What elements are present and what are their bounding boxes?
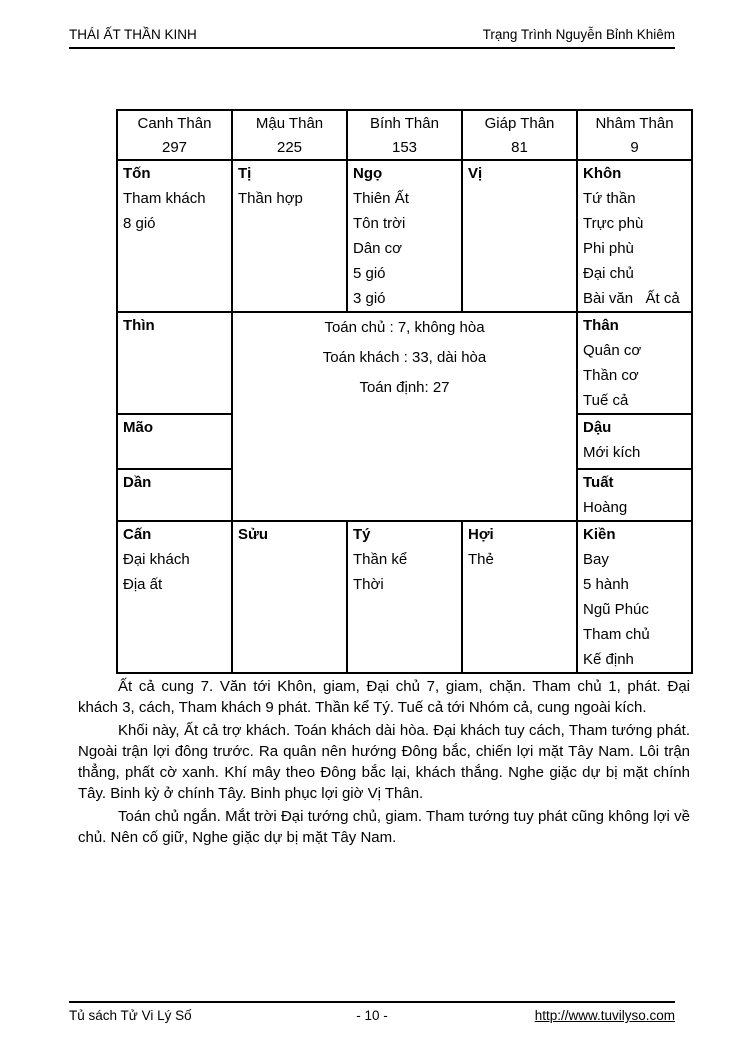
board-row-bottom xyxy=(117,521,692,673)
cell-ton-label: Tốn xyxy=(123,165,151,182)
cell-hoi-label: Hợi xyxy=(468,526,494,543)
page-footer xyxy=(69,1001,675,1024)
cell-line: Thần cơ xyxy=(583,367,639,384)
cell-line: Bay xyxy=(583,551,609,568)
cell-line: Quân cơ xyxy=(583,342,642,359)
cell-khon xyxy=(577,160,692,312)
cell-line: Ngũ Phúc xyxy=(583,601,649,618)
cell-line: Tham khách xyxy=(123,190,206,207)
footer-page-number: - 10 - xyxy=(356,1008,388,1023)
cell-ty xyxy=(347,521,462,673)
page-header xyxy=(69,27,675,49)
cell-ti-label: Tị xyxy=(238,165,252,182)
cell-dau xyxy=(577,414,692,469)
header-cell-binh-than xyxy=(347,110,462,160)
paragraph-3: Toán chủ ngắn. Mắt trời Đại tướng chủ, giam. Tham tướng tuy phát cũng không lợi về chủ. Nên cố giữ, Nghe giặc dự bị mặt Tây Nam. xyxy=(78,808,690,846)
cell-mao xyxy=(117,414,232,469)
cell-tuat-label: Tuất xyxy=(583,474,614,491)
cell-line: Thiên Ất xyxy=(353,190,409,207)
cell-line: Tôn trời xyxy=(353,215,406,232)
cell-ti xyxy=(232,160,347,312)
cell-line: Kế định xyxy=(583,651,634,668)
cell-dan xyxy=(117,469,232,521)
cell-line: Tứ thần xyxy=(583,190,636,207)
cell-line: 5 hành xyxy=(583,576,629,593)
cell-can xyxy=(117,521,232,673)
header-cell-nham-than xyxy=(577,110,692,160)
cell-line: Thần kể xyxy=(353,551,408,568)
cell-tuat xyxy=(577,469,692,521)
cell-dau-label: Dậu xyxy=(583,419,612,436)
footer-website-link[interactable]: http://www.tuvilyso.com xyxy=(534,1008,675,1023)
cell-hoi xyxy=(462,521,577,673)
header-cell-name: Canh Thân xyxy=(137,115,212,132)
board-row-thin xyxy=(117,312,692,414)
cell-than-label: Thân xyxy=(583,317,619,334)
cell-ty-label: Tý xyxy=(353,526,371,543)
cell-thin xyxy=(117,312,232,414)
cell-suu xyxy=(232,521,347,673)
cell-line: 8 gió xyxy=(123,215,156,232)
cell-line: Thời xyxy=(353,576,384,593)
cell-line: 3 gió xyxy=(353,290,386,307)
header-cell-value: 297 xyxy=(161,139,188,156)
cell-line: Đại chủ xyxy=(583,265,634,282)
cell-line: Đại khách xyxy=(123,551,190,568)
cell-kien xyxy=(577,521,692,673)
header-cell-giap-than xyxy=(462,110,577,160)
footer-series-title: Tủ sách Tử Vi Lý Số xyxy=(69,1008,192,1023)
cell-can-label: Cấn xyxy=(123,526,152,543)
header-cell-name: Nhâm Thân xyxy=(595,115,674,132)
header-book-title: THÁI ẤT THẦN KINH xyxy=(69,27,197,42)
cell-line: Phi phù xyxy=(583,240,634,257)
cell-line: Địa ất xyxy=(123,576,163,593)
cell-mao-label: Mão xyxy=(123,419,153,436)
cell-khon-label: Khôn xyxy=(583,165,622,182)
cell-line: Hoàng xyxy=(583,499,628,516)
header-cell-value: 225 xyxy=(276,139,303,156)
header-cell-name: Giáp Thân xyxy=(484,115,555,132)
cell-ngo-label: Ngọ xyxy=(353,165,383,182)
header-cell-value: 153 xyxy=(391,139,418,156)
cell-thin-label: Thìn xyxy=(123,317,155,334)
cell-vi-label: Vị xyxy=(468,165,483,182)
paragraph-1: Ất cả cung 7. Văn tới Khôn, giam, Đại chủ 7, giam, chặn. Tham chủ 1, phát. Đại khách 3, cách, Tham khách 9 phát. Thần kể Tý. Tuế cả tới Nhóm cả, cung ngoài kích. xyxy=(78,678,690,716)
cell-line: Trực phù xyxy=(583,215,644,232)
center-calculations-cell xyxy=(232,312,577,521)
toan-chu-line: Toán chủ : 7, không hòa xyxy=(324,319,485,336)
board-header-row xyxy=(117,110,692,160)
header-cell-mau-than xyxy=(232,110,347,160)
cell-line: Tuế cả xyxy=(583,392,629,409)
cell-line: Thần hợp xyxy=(238,190,303,207)
cell-ton xyxy=(117,160,232,312)
cell-line: 5 gió xyxy=(353,265,386,282)
body-text xyxy=(78,676,690,850)
cell-line: Mới kích xyxy=(583,444,641,461)
cell-line: Thẻ xyxy=(468,551,494,568)
cell-line: Tham chủ xyxy=(583,626,650,643)
cell-kien-label: Kiền xyxy=(583,526,616,543)
header-author: Trạng Trình Nguyễn Bỉnh Khiêm xyxy=(482,27,675,42)
header-cell-name: Bính Thân xyxy=(370,115,439,132)
board-row-top xyxy=(117,160,692,312)
cell-ngo xyxy=(347,160,462,312)
header-cell-value: 81 xyxy=(511,139,528,156)
cell-line: Dân cơ xyxy=(353,240,403,257)
header-cell-value: 9 xyxy=(630,139,639,156)
cell-suu-label: Sửu xyxy=(238,526,269,543)
toan-khach-line: Toán khách : 33, dài hòa xyxy=(322,349,487,366)
cell-vi xyxy=(462,160,577,312)
cell-dan-label: Dần xyxy=(123,474,152,491)
header-cell-canh-than xyxy=(117,110,232,160)
paragraph-2: Khối này, Ất cả trợ khách. Toán khách dài hòa. Đại khách tuy cách, Tham tướng phát. Ngoài trận lợi đông trước. Ra quân nên hướng Đông bắc, chiến lợi mặt Tây Nam. Lôi trận thẳng, phất cờ xanh. Khí mây theo Đông bắc lại, khách thắng. Nghe giặc dự bị mặt chính Tây. Binh kỳ ở chính Tây. Binh phục lợi giờ Vị Thân. xyxy=(78,722,690,802)
cell-line: Bài văn Ất cả xyxy=(583,290,680,307)
toan-dinh-line: Toán định: 27 xyxy=(359,379,450,396)
header-cell-name: Mậu Thân xyxy=(255,115,324,132)
thai-at-board-table xyxy=(116,109,693,674)
cell-than xyxy=(577,312,692,414)
